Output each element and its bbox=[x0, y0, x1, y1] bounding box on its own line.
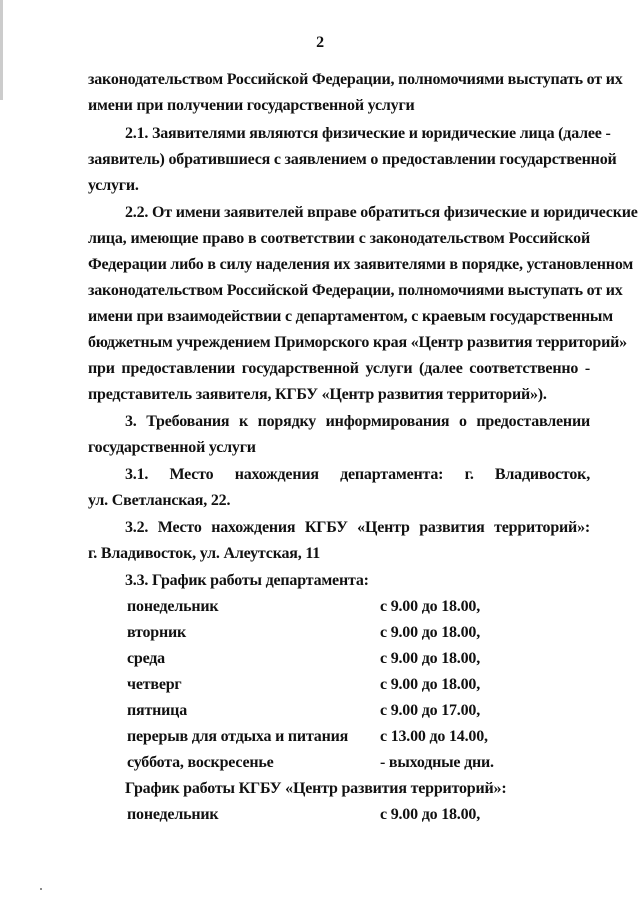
paragraph-line: заявитель) обратившиеся с заявлением о предоставлении государственной bbox=[88, 151, 617, 168]
paragraph-line: бюджетным учреждением Приморского края «Центр развития территорий» bbox=[88, 334, 627, 351]
paragraph-line: услуги. bbox=[88, 177, 139, 194]
schedule-time: с 9.00 до 17.00, bbox=[380, 702, 480, 719]
schedule-day: пятница bbox=[127, 702, 187, 719]
schedule-day: среда bbox=[127, 650, 165, 667]
paragraph-line: законодательством Российской Федерации, полномочиями выступать от их bbox=[88, 282, 623, 299]
schedule-day: четверг bbox=[127, 676, 182, 693]
section-heading-line: государственной услуги bbox=[88, 439, 256, 456]
schedule-kgbu-heading: График работы КГБУ «Центр развития территорий»: bbox=[125, 780, 507, 797]
schedule-day: перерыв для отдыха и питания bbox=[127, 728, 349, 745]
schedule-time: с 9.00 до 18.00, bbox=[380, 598, 480, 615]
paragraph-line: Федерации либо в силу наделения их заявителями в порядке, установленном bbox=[88, 256, 634, 273]
schedule-time: с 9.00 до 18.00, bbox=[380, 806, 480, 823]
schedule-day: понедельник bbox=[127, 598, 219, 615]
paragraph-line: г. Владивосток, ул. Алеутская, 11 bbox=[88, 545, 321, 562]
schedule-time: с 13.00 до 14.00, bbox=[380, 728, 488, 745]
paragraph-line: 3.2. Место нахождения КГБУ «Центр развития территорий»: bbox=[125, 519, 590, 536]
paragraph-line: имени при взаимодействии с департаментом, с краевым государственным bbox=[88, 308, 613, 325]
page-number: 2 bbox=[316, 34, 324, 51]
scan-speck bbox=[40, 888, 42, 890]
paragraph-line: 2.2. От имени заявителей вправе обратиться физические и юридические bbox=[125, 204, 638, 221]
schedule-day: понедельник bbox=[127, 806, 219, 823]
schedule-time: с 9.00 до 18.00, bbox=[380, 624, 480, 641]
paragraph-line: 2.1. Заявителями являются физические и юридические лица (далее - bbox=[125, 125, 611, 142]
schedule-heading: 3.3. График работы департамента: bbox=[125, 572, 369, 589]
schedule-day: вторник bbox=[127, 624, 187, 641]
paragraph-line: имени при получении государственной услуги bbox=[88, 97, 415, 114]
paragraph-line: лица, имеющие право в соответствии с законодательством Российской bbox=[88, 230, 590, 247]
paragraph-line: при предоставлении государственной услуги (далее соответственно - bbox=[88, 360, 590, 377]
schedule-time: - выходные дни. bbox=[380, 754, 494, 771]
section-heading-line: 3. Требования к порядку информирования о предоставлении bbox=[125, 413, 590, 430]
schedule-time: с 9.00 до 18.00, bbox=[380, 650, 480, 667]
paragraph-line: ул. Светланская, 22. bbox=[88, 492, 231, 509]
paragraph-line: законодательством Российской Федерации, полномочиями выступать от их bbox=[88, 71, 623, 88]
paragraph-line: 3.1. Место нахождения департамента: г. Владивосток, bbox=[125, 466, 590, 483]
schedule-day: суббота, воскресенье bbox=[127, 754, 274, 771]
schedule-time: с 9.00 до 18.00, bbox=[380, 676, 480, 693]
paragraph-line: представитель заявителя, КГБУ «Центр развития территорий»). bbox=[88, 386, 547, 403]
